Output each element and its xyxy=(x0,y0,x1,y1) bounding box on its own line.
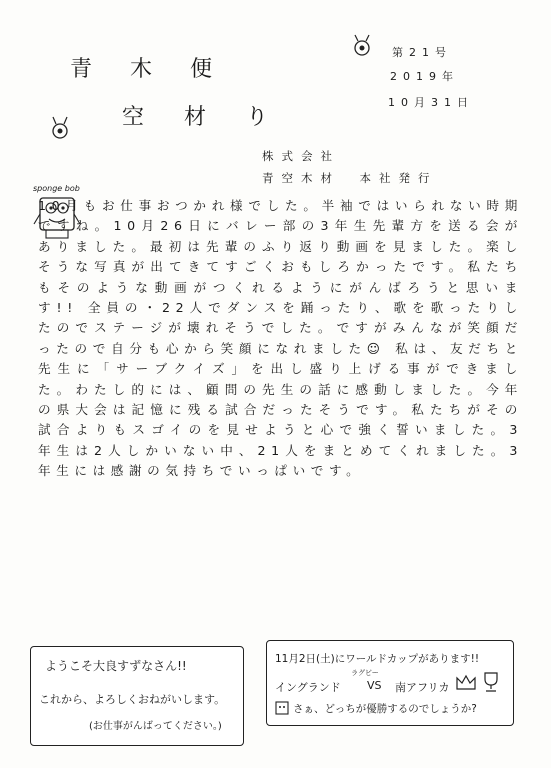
face-icon xyxy=(275,701,289,715)
bug-icon xyxy=(350,34,374,58)
publisher-name: 青空木材 本社発行 xyxy=(262,171,438,185)
rugby-ruby: ラグビー xyxy=(351,669,379,677)
article-body: 10月もお仕事おつかれ様でした。半袖ではいられない時期ですね。10月26日にバレー部の3年生先輩方を送る会がありました。最初は先輩のふり返り動画を見ました。楽しそうな写真が出てきてすごくおもしろかったです。私たちもそのような動画がつくれるようにがんばろうと思います!! 全員の・22人でダンスを踊ったり、歌を歌ったりしたのでステージが壊れそうでした。ですがみんなが笑顔だったので自分も心から笑顔になれました☺ 私は、友だちと先生に「サーブクイズ」を出し盛り上げる事ができました。わたし的には、顧問の先生の話に感動しました。今年の県大会は記憶に残る試合だったそうです。私たちがその試合よりもスゴイのを見せようと心で強く誓いました。3年生は2人しかいない中、21人をまとめてくれました。3年生には感謝の気持ちでいっぱいです。 xyxy=(38,198,523,479)
rugby-box xyxy=(266,640,514,726)
welcome-heading: ようこそ大良すずなさん!! xyxy=(45,659,187,673)
issue-year: 2019年 xyxy=(390,70,459,83)
issue-date: 10月31日 xyxy=(388,96,474,109)
team-b: 南アフリカ xyxy=(395,681,450,694)
crown-icon xyxy=(455,673,477,691)
illustration-label: sponge bob xyxy=(33,184,80,193)
vs-label: VS xyxy=(367,679,382,692)
welcome-line-1: これから、よろしくおねがいします。 xyxy=(39,693,226,706)
welcome-box xyxy=(30,646,244,746)
newsletter-title: 青木便 xyxy=(70,57,251,82)
trophy-icon xyxy=(481,671,501,693)
company-type: 株式会社 xyxy=(262,149,340,163)
bug-icon-left xyxy=(48,115,72,141)
welcome-line-2: (お仕事がんばってください。) xyxy=(89,721,222,732)
rugby-line-1: 11月2日(土)にワールドカップがあります!! xyxy=(275,653,480,665)
team-a: イングランド xyxy=(275,681,341,694)
newsletter-subtitle: 空材り xyxy=(122,105,309,130)
issue-number: 第21号 xyxy=(392,46,452,59)
rugby-line-3: さぁ、どっちが優勝するのでしょうか? xyxy=(293,703,477,715)
